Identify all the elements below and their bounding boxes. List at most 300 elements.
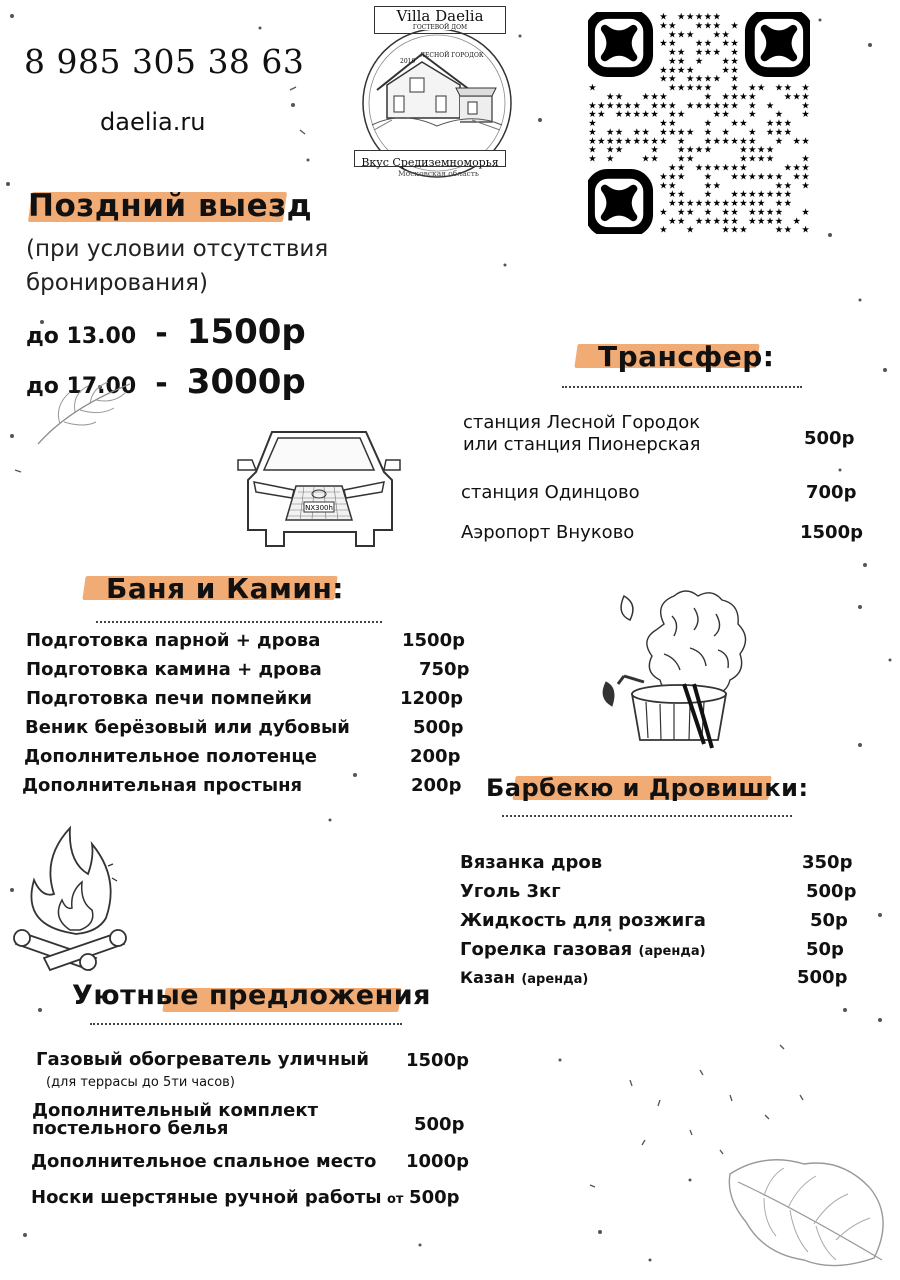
sauna-item-label: Подготовка парной + дрова <box>26 630 321 651</box>
qr-module: ★ <box>668 162 677 174</box>
qr-module: ★ <box>712 198 721 210</box>
qr-module: ★ <box>685 100 695 112</box>
leaf-icon <box>724 1148 894 1274</box>
qr-module: ★ <box>632 126 642 138</box>
qr-module: ★ <box>588 109 597 121</box>
qr-module: ★ <box>650 109 659 121</box>
qr-module: ★ <box>748 135 757 147</box>
qr-module: ★ <box>756 153 766 165</box>
qr-module: ★ <box>694 38 704 50</box>
qr-module: ★ <box>677 198 686 210</box>
qr-module: ★ <box>792 162 801 174</box>
qr-module: ★ <box>730 100 739 112</box>
sauna-divider <box>96 621 382 623</box>
sauna-item-price: 1200р <box>400 688 463 709</box>
option-time: до 13.00 <box>26 324 137 349</box>
qr-module: ★ <box>614 100 624 112</box>
qr-module: ★ <box>801 224 810 234</box>
qr-module: ★ <box>783 126 792 138</box>
qr-module: ★ <box>739 171 748 183</box>
qr-module: ★ <box>685 144 695 156</box>
bbq-divider <box>502 815 792 817</box>
transfer-item-line1: станция Лесной Городок <box>463 412 701 433</box>
bbq-item-label: Вязанка дров <box>460 852 603 873</box>
qr-module: ★ <box>668 73 677 85</box>
qr-code[interactable] <box>588 12 810 234</box>
qr-module: ★ <box>641 135 650 147</box>
qr-module: ★ <box>703 100 713 112</box>
qr-module: ★ <box>730 91 739 103</box>
qr-module: ★ <box>748 100 757 112</box>
transfer-item-line1: Аэропорт Внуково <box>461 522 635 543</box>
bbq-item-row <box>460 967 588 988</box>
qr-module: ★ <box>606 91 615 103</box>
sauna-item-price: 1500р <box>402 630 465 651</box>
qr-module: ★ <box>668 55 677 67</box>
qr-module: ★ <box>756 82 766 94</box>
qr-module: ★ <box>739 135 748 147</box>
qr-module: ★ <box>721 64 730 76</box>
qr-module: ★ <box>668 29 677 41</box>
qr-module: ★ <box>659 118 668 130</box>
qr-module: ★ <box>801 171 810 183</box>
qr-module: ★ <box>756 206 766 218</box>
bbq-item-price: 50р <box>810 910 848 931</box>
qr-module: ★ <box>597 100 606 112</box>
transfer-item-price: 1500р <box>800 522 863 543</box>
qr-module: ★ <box>721 198 730 210</box>
cozy-divider <box>90 1023 402 1025</box>
qr-module: ★ <box>783 224 792 234</box>
qr-module: ★ <box>685 206 695 218</box>
qr-module: ★ <box>606 100 615 112</box>
logo-region: Московская область <box>398 169 479 178</box>
qr-module: ★ <box>650 100 659 112</box>
qr-module: ★ <box>756 171 766 183</box>
option-price: 1500р <box>186 312 306 352</box>
qr-module: ★ <box>756 198 766 210</box>
qr-module: ★ <box>712 135 721 147</box>
qr-module: ★ <box>730 162 739 174</box>
qr-module: ★ <box>694 12 704 23</box>
qr-module: ★ <box>774 109 784 121</box>
qr-module: ★ <box>748 206 757 218</box>
cozy-item-prefix: от <box>387 1192 404 1207</box>
qr-module: ★ <box>774 180 784 192</box>
qr-module: ★ <box>703 180 713 192</box>
qr-module: ★ <box>597 135 606 147</box>
transfer-title: Трансфер: <box>598 340 775 373</box>
qr-module: ★ <box>668 47 677 59</box>
qr-module: ★ <box>774 135 784 147</box>
qr-module: ★ <box>694 162 704 174</box>
qr-module: ★ <box>801 109 810 121</box>
qr-module: ★ <box>774 126 784 138</box>
transfer-divider <box>562 386 802 388</box>
qr-module: ★ <box>774 224 784 234</box>
qr-module: ★ <box>659 171 668 183</box>
qr-module: ★ <box>677 126 686 138</box>
qr-module: ★ <box>685 73 695 85</box>
logo-ribbon-text: Вкус Средиземноморья <box>361 156 499 169</box>
qr-module: ★ <box>668 82 677 94</box>
qr-module: ★ <box>703 206 713 218</box>
qr-module: ★ <box>801 91 810 103</box>
qr-module: ★ <box>677 215 686 227</box>
qr-module: ★ <box>606 135 615 147</box>
qr-module: ★ <box>614 144 624 156</box>
logo-ribbon <box>354 150 506 167</box>
qr-module: ★ <box>756 144 766 156</box>
transfer-item-price: 500р <box>804 428 855 449</box>
qr-finder-center <box>605 29 633 57</box>
bbq-item-label: Горелка газовая <box>460 939 633 960</box>
qr-module: ★ <box>712 100 721 112</box>
bbq-title: Барбекю и Дровишки: <box>486 774 809 802</box>
cozy-item-note: (для террасы до 5ти часов) <box>46 1075 235 1090</box>
qr-module: ★ <box>774 82 784 94</box>
qr-module: ★ <box>677 47 686 59</box>
qr-module: ★ <box>597 109 606 121</box>
qr-module: ★ <box>659 224 668 234</box>
qr-module: ★ <box>668 215 677 227</box>
qr-module: ★ <box>694 215 704 227</box>
qr-module: ★ <box>783 82 792 94</box>
qr-module: ★ <box>641 126 650 138</box>
bath-broom-icon <box>594 584 764 756</box>
qr-module: ★ <box>641 153 650 165</box>
qr-module: ★ <box>694 82 704 94</box>
qr-module: ★ <box>712 12 721 23</box>
qr-module: ★ <box>712 215 721 227</box>
qr-module: ★ <box>703 82 713 94</box>
late-checkout-note-line2: бронирования) <box>26 270 208 296</box>
qr-module: ★ <box>730 55 739 67</box>
qr-module: ★ <box>659 180 668 192</box>
sauna-item-price: 500р <box>413 717 464 738</box>
qr-module: ★ <box>730 206 739 218</box>
qr-module: ★ <box>668 198 677 210</box>
qr-module: ★ <box>677 135 686 147</box>
sauna-item-label: Подготовка камина + дрова <box>26 659 322 680</box>
option-price: 3000р <box>186 362 306 402</box>
qr-module: ★ <box>677 64 686 76</box>
qr-module: ★ <box>703 91 713 103</box>
qr-module: ★ <box>774 189 784 201</box>
qr-module: ★ <box>765 100 775 112</box>
qr-module: ★ <box>730 47 739 59</box>
option-dash: - <box>155 366 168 401</box>
bbq-item-label: Казан <box>460 968 516 987</box>
qr-module: ★ <box>659 91 668 103</box>
qr-module: ★ <box>730 135 739 147</box>
bbq-item-price: 50р <box>806 939 844 960</box>
qr-module: ★ <box>623 109 633 121</box>
qr-module: ★ <box>783 118 792 130</box>
late-checkout-option <box>26 312 306 352</box>
qr-module: ★ <box>703 162 713 174</box>
qr-module: ★ <box>659 12 668 23</box>
qr-module: ★ <box>783 162 792 174</box>
cozy-title: Уютные предложения <box>72 980 432 1011</box>
qr-module: ★ <box>685 153 695 165</box>
qr-finder-center <box>765 29 793 57</box>
cozy-item-line1: Дополнительный комплект <box>32 1100 319 1121</box>
qr-module: ★ <box>659 20 668 32</box>
cozy-item-price: 500р <box>409 1187 460 1208</box>
qr-module: ★ <box>721 162 730 174</box>
qr-module: ★ <box>659 38 668 50</box>
qr-module: ★ <box>748 189 757 201</box>
qr-module: ★ <box>801 153 810 165</box>
qr-module: ★ <box>668 109 677 121</box>
qr-module: ★ <box>677 109 686 121</box>
qr-module: ★ <box>748 198 757 210</box>
qr-module: ★ <box>801 100 810 112</box>
bbq-item-note: (аренда) <box>521 972 589 987</box>
cozy-item-label: Дополнительное спальное место <box>31 1151 377 1172</box>
qr-module: ★ <box>588 153 597 165</box>
bbq-item-price: 500р <box>806 881 857 902</box>
qr-module: ★ <box>765 144 775 156</box>
qr-module: ★ <box>685 82 695 94</box>
qr-module: ★ <box>730 82 739 94</box>
qr-module: ★ <box>712 47 721 59</box>
qr-module: ★ <box>748 153 757 165</box>
qr-module: ★ <box>730 20 739 32</box>
qr-module: ★ <box>632 109 642 121</box>
qr-module: ★ <box>588 135 597 147</box>
qr-module: ★ <box>783 198 792 210</box>
qr-module: ★ <box>703 189 713 201</box>
qr-module: ★ <box>801 206 810 218</box>
car-illustration <box>234 420 404 555</box>
qr-module: ★ <box>721 55 730 67</box>
logo-year: 2019 <box>400 58 416 65</box>
qr-module: ★ <box>721 109 730 121</box>
qr-module: ★ <box>730 73 739 85</box>
qr-module: ★ <box>685 198 695 210</box>
qr-module: ★ <box>774 171 784 183</box>
qr-module: ★ <box>694 47 704 59</box>
sauna-item-price: 200р <box>411 775 462 796</box>
qr-module: ★ <box>730 118 739 130</box>
qr-module: ★ <box>801 82 810 94</box>
qr-module: ★ <box>677 162 686 174</box>
qr-module: ★ <box>748 109 757 121</box>
qr-module: ★ <box>685 64 695 76</box>
qr-module: ★ <box>614 91 624 103</box>
qr-module: ★ <box>783 189 792 201</box>
qr-module: ★ <box>703 215 713 227</box>
qr-module: ★ <box>668 189 677 201</box>
bbq-item-price: 350р <box>802 852 853 873</box>
qr-module: ★ <box>730 171 739 183</box>
qr-module: ★ <box>801 135 810 147</box>
qr-module: ★ <box>614 126 624 138</box>
qr-module: ★ <box>721 91 730 103</box>
qr-finder-center <box>605 189 633 217</box>
qr-module: ★ <box>606 153 615 165</box>
qr-module: ★ <box>668 38 677 50</box>
qr-module: ★ <box>668 171 677 183</box>
sauna-item-label: Веник берёзовый или дубовый <box>25 717 350 738</box>
sauna-item-label: Дополнительная простыня <box>22 775 303 796</box>
qr-module: ★ <box>703 12 713 23</box>
bbq-item-note: (аренда) <box>638 944 706 959</box>
leaf-icon <box>30 378 140 450</box>
qr-module: ★ <box>730 198 739 210</box>
cozy-item-price: 500р <box>414 1114 465 1135</box>
qr-module: ★ <box>703 144 713 156</box>
qr-module: ★ <box>659 73 668 85</box>
qr-module: ★ <box>774 215 784 227</box>
qr-module: ★ <box>677 189 686 201</box>
qr-module: ★ <box>765 153 775 165</box>
qr-module: ★ <box>668 100 677 112</box>
qr-module: ★ <box>739 118 748 130</box>
option-time: до 17.00 <box>26 374 137 399</box>
sauna-item-price: 200р <box>410 746 461 767</box>
qr-module: ★ <box>721 206 730 218</box>
qr-module: ★ <box>650 153 659 165</box>
qr-module: ★ <box>756 215 766 227</box>
qr-module: ★ <box>721 215 730 227</box>
qr-module: ★ <box>668 118 677 130</box>
bbq-item-price: 500р <box>797 967 848 988</box>
qr-module: ★ <box>703 135 713 147</box>
qr-module: ★ <box>694 73 704 85</box>
qr-module: ★ <box>659 135 668 147</box>
bbq-item-row <box>460 939 706 960</box>
cozy-item-price: 1000р <box>406 1151 469 1172</box>
qr-module: ★ <box>703 118 713 130</box>
qr-module: ★ <box>712 73 721 85</box>
sauna-item-label: Подготовка печи помпейки <box>26 688 313 709</box>
qr-module: ★ <box>677 206 686 218</box>
qr-module: ★ <box>588 144 597 156</box>
qr-module: ★ <box>694 100 704 112</box>
qr-module: ★ <box>677 82 686 94</box>
qr-module: ★ <box>650 135 659 147</box>
campfire-icon <box>12 822 132 972</box>
qr-module: ★ <box>588 118 597 130</box>
qr-module: ★ <box>712 109 721 121</box>
qr-module: ★ <box>694 55 704 67</box>
qr-module: ★ <box>748 126 757 138</box>
qr-module: ★ <box>668 126 677 138</box>
cozy-item-price: 1500р <box>406 1050 469 1071</box>
qr-module: ★ <box>641 109 650 121</box>
qr-module: ★ <box>721 135 730 147</box>
qr-module: ★ <box>659 126 668 138</box>
qr-module: ★ <box>748 91 757 103</box>
qr-module: ★ <box>694 198 704 210</box>
qr-module: ★ <box>748 82 757 94</box>
car-plate: NX300h <box>305 504 333 512</box>
qr-module: ★ <box>614 135 624 147</box>
qr-module: ★ <box>792 171 801 183</box>
qr-module: ★ <box>703 20 713 32</box>
qr-module: ★ <box>765 206 775 218</box>
qr-module: ★ <box>801 162 810 174</box>
qr-module: ★ <box>721 100 730 112</box>
qr-module: ★ <box>721 126 730 138</box>
qr-module: ★ <box>668 180 677 192</box>
sauna-item-label: Дополнительное полотенце <box>24 746 317 767</box>
cozy-item-price-line <box>387 1187 460 1208</box>
qr-module: ★ <box>721 29 730 41</box>
qr-module: ★ <box>730 215 739 227</box>
qr-module: ★ <box>677 153 686 165</box>
qr-module: ★ <box>792 215 801 227</box>
qr-module: ★ <box>765 171 775 183</box>
qr-module: ★ <box>739 91 748 103</box>
qr-module: ★ <box>748 171 757 183</box>
qr-module: ★ <box>765 126 775 138</box>
qr-module: ★ <box>739 189 748 201</box>
qr-module: ★ <box>623 100 633 112</box>
qr-module: ★ <box>765 215 775 227</box>
qr-module: ★ <box>765 189 775 201</box>
qr-module: ★ <box>659 206 668 218</box>
qr-module: ★ <box>641 91 650 103</box>
qr-module: ★ <box>650 91 659 103</box>
qr-module: ★ <box>685 224 695 234</box>
qr-module: ★ <box>703 38 713 50</box>
qr-module: ★ <box>588 100 597 112</box>
qr-module: ★ <box>712 29 721 41</box>
qr-module: ★ <box>730 64 739 76</box>
logo-title: Villa Daelia <box>396 7 484 25</box>
qr-module: ★ <box>694 20 704 32</box>
qr-module: ★ <box>703 73 713 85</box>
late-checkout-title: Поздний выезд <box>28 188 313 224</box>
qr-module: ★ <box>756 189 766 201</box>
qr-module: ★ <box>659 64 668 76</box>
qr-module: ★ <box>730 189 739 201</box>
transfer-item-line1: станция Одинцово <box>461 482 640 503</box>
qr-module: ★ <box>801 180 810 192</box>
logo-ring-text: ЛЕСНОЙ ГОРОДОК <box>420 52 484 59</box>
qr-module: ★ <box>748 144 757 156</box>
qr-module: ★ <box>677 12 686 23</box>
qr-module: ★ <box>739 144 748 156</box>
qr-module: ★ <box>783 91 792 103</box>
qr-module: ★ <box>712 20 721 32</box>
qr-module: ★ <box>765 118 775 130</box>
qr-module: ★ <box>694 144 704 156</box>
qr-module: ★ <box>685 12 695 23</box>
qr-module: ★ <box>739 224 748 234</box>
website-link[interactable]: daelia.ru <box>100 108 206 136</box>
bbq-item-label: Уголь 3кг <box>460 881 561 902</box>
qr-module: ★ <box>739 198 748 210</box>
bbq-item-label: Жидкость для розжига <box>460 910 706 931</box>
qr-module: ★ <box>703 171 713 183</box>
qr-module: ★ <box>659 100 668 112</box>
qr-module: ★ <box>668 20 677 32</box>
phone-number[interactable]: 8 985 305 38 63 <box>24 42 305 81</box>
qr-module: ★ <box>774 206 784 218</box>
qr-module: ★ <box>792 135 801 147</box>
qr-module: ★ <box>685 29 695 41</box>
qr-module: ★ <box>748 215 757 227</box>
transfer-item-price: 700р <box>806 482 857 503</box>
qr-module: ★ <box>650 144 659 156</box>
qr-module: ★ <box>623 135 633 147</box>
qr-module: ★ <box>721 38 730 50</box>
